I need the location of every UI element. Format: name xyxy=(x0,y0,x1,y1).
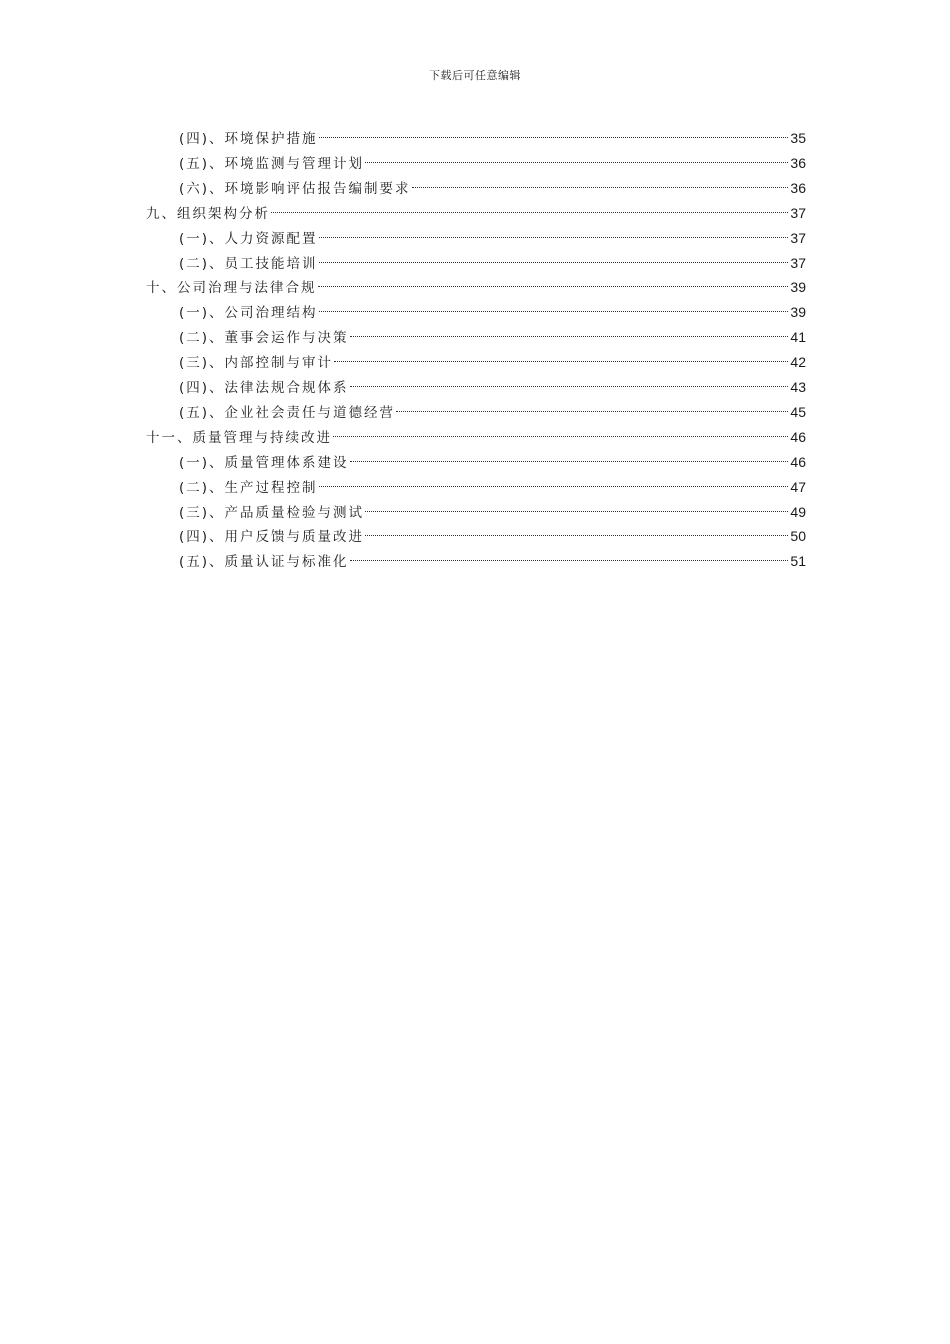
toc-section-entry[interactable] xyxy=(179,500,806,524)
toc-section-entry[interactable] xyxy=(179,350,806,374)
toc-section-entry[interactable] xyxy=(179,325,806,349)
toc-dot-leader xyxy=(350,386,789,387)
toc-page-number: 35 xyxy=(790,130,806,146)
toc-entry-label: (三)、内部控制与审计 xyxy=(179,355,334,372)
toc-section-entry[interactable] xyxy=(179,549,806,573)
toc-page-number: 36 xyxy=(790,154,806,171)
toc-page-number: 37 xyxy=(790,254,806,271)
toc-page-number: 39 xyxy=(790,304,806,321)
toc-entry-label: (二)、员工技能培训 xyxy=(179,255,318,272)
toc-entry-label: (四)、法律法规合规体系 xyxy=(179,380,349,396)
toc-dot-leader xyxy=(350,560,789,561)
toc-page-number: 46 xyxy=(790,428,806,445)
toc-page-number: 43 xyxy=(790,379,806,395)
toc-entry-label: 十、公司治理与法律合规 xyxy=(146,280,317,297)
toc-entry-label: (一)、质量管理体系建设 xyxy=(179,454,349,471)
toc-chapter-entry[interactable] xyxy=(146,275,806,299)
toc-page-number: 41 xyxy=(790,329,806,346)
toc-dot-leader xyxy=(365,535,788,536)
toc-section-entry[interactable] xyxy=(179,226,806,250)
toc-section-entry[interactable] xyxy=(179,151,806,175)
toc-entry-label: 九、组织架构分析 xyxy=(146,205,270,222)
toc-entry-label: (一)、人力资源配置 xyxy=(179,230,318,247)
toc-section-entry[interactable] xyxy=(179,176,806,200)
toc-page-number: 37 xyxy=(790,204,806,221)
toc-section-entry[interactable] xyxy=(179,450,806,474)
toc-entry-label: (五)、质量认证与标准化 xyxy=(179,554,349,571)
toc-page-number: 45 xyxy=(790,403,806,420)
toc-dot-leader xyxy=(318,286,789,287)
toc-page-number: 47 xyxy=(790,478,806,495)
toc-dot-leader xyxy=(271,212,788,213)
toc-dot-leader xyxy=(319,262,789,263)
toc-dot-leader xyxy=(319,137,789,138)
toc-section-entry[interactable] xyxy=(179,375,806,399)
toc-section-entry[interactable] xyxy=(179,524,806,548)
toc-page-number: 46 xyxy=(790,453,806,470)
toc-dot-leader xyxy=(350,461,789,462)
toc-section-entry[interactable] xyxy=(179,126,806,150)
toc-entry-label: (一)、公司治理结构 xyxy=(179,305,318,322)
toc-page-number: 42 xyxy=(790,354,806,371)
toc-dot-leader xyxy=(350,336,789,337)
toc-dot-leader xyxy=(319,486,789,487)
page-header: 下载后可任意编辑 xyxy=(429,69,521,82)
toc-chapter-entry[interactable] xyxy=(146,201,806,225)
toc-dot-leader xyxy=(412,187,789,188)
toc-entry-label: (四)、用户反馈与质量改进 xyxy=(179,529,365,546)
toc-dot-leader xyxy=(334,361,788,362)
toc-page-number: 39 xyxy=(790,279,806,296)
toc-section-entry[interactable] xyxy=(179,251,806,275)
toc-dot-leader xyxy=(365,511,788,512)
toc-page-number: 49 xyxy=(790,503,806,520)
toc-entry-label: (五)、企业社会责任与道德经营 xyxy=(179,404,396,421)
toc-page-number: 51 xyxy=(790,553,806,570)
toc-dot-leader xyxy=(319,311,789,312)
toc-entry-label: (二)、董事会运作与决策 xyxy=(179,330,349,347)
toc-entry-label: (四)、环境保护措施 xyxy=(179,131,318,147)
toc-entry-label: (三)、产品质量检验与测试 xyxy=(179,504,365,521)
toc-entry-label: (六)、环境影响评估报告编制要求 xyxy=(179,180,411,197)
toc-dot-leader xyxy=(365,162,788,163)
toc-entry-label: (五)、环境监测与管理计划 xyxy=(179,155,365,172)
toc-chapter-entry[interactable] xyxy=(146,425,806,449)
toc-section-entry[interactable] xyxy=(179,475,806,499)
toc-page-number: 37 xyxy=(790,229,806,246)
toc-entry-label: 十一、质量管理与持续改进 xyxy=(146,429,332,446)
toc-section-entry[interactable] xyxy=(179,300,806,324)
toc-page-number: 36 xyxy=(790,179,806,196)
toc-dot-leader xyxy=(396,411,788,412)
toc-dot-leader xyxy=(333,436,788,437)
toc-dot-leader xyxy=(319,237,789,238)
toc-section-entry[interactable] xyxy=(179,400,806,424)
toc-page-number: 50 xyxy=(790,528,806,545)
toc-entry-label: (二)、生产过程控制 xyxy=(179,479,318,496)
